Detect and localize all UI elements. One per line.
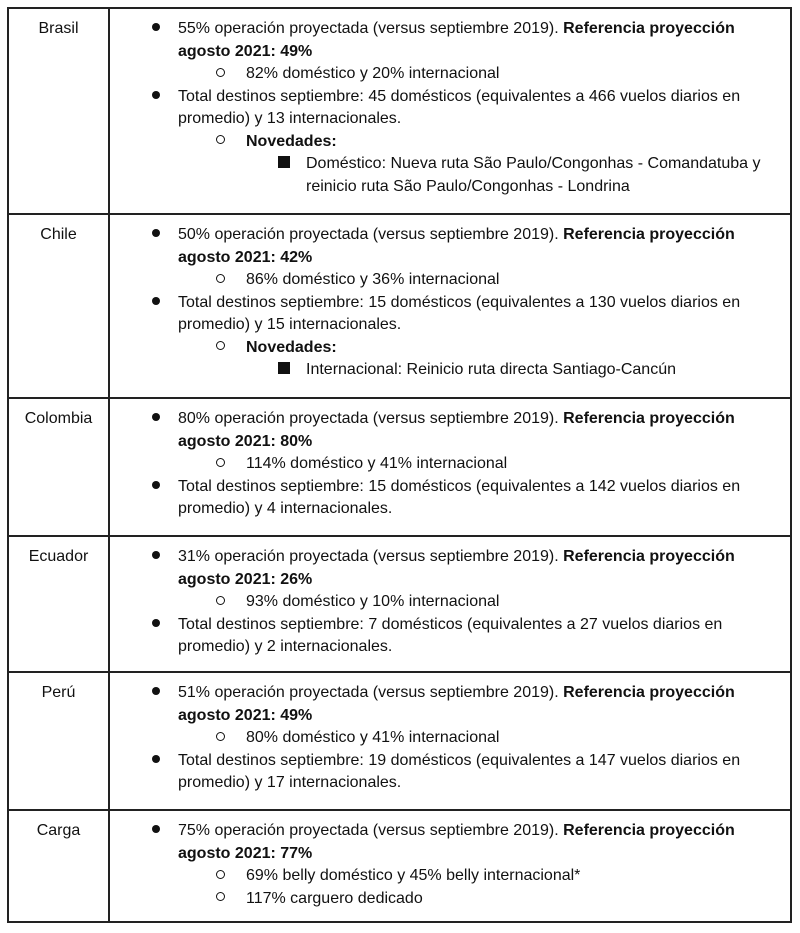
- list-item: 80% doméstico y 41% internacional: [110, 727, 780, 750]
- list-item: Total destinos septiembre: 15 domésticos (equivalentes a 130 vuelos diarios en promedio) y 15 internacionales.: [110, 292, 780, 337]
- list-item: Doméstico: Nueva ruta São Paulo/Congonhas - Comandatuba y reinicio ruta São Paulo/Congonhas - Londrina: [110, 153, 780, 198]
- reference-projection: Referencia proyección agosto 2021: 26%: [178, 548, 735, 588]
- circle-bullet-icon: [210, 453, 230, 476]
- content-cell: [109, 214, 791, 398]
- bullet-icon: [146, 18, 166, 41]
- list-item: 114% doméstico y 41% internacional: [110, 453, 780, 476]
- bullet-icon: [146, 546, 166, 569]
- square-bullet-icon: [274, 153, 294, 176]
- reference-projection: Referencia proyección agosto 2021: 80%: [178, 410, 735, 450]
- list-item: Total destinos septiembre: 15 domésticos (equivalentes a 142 vuelos diarios en promedio) y 4 internacionales.: [110, 476, 780, 521]
- list-item: 86% doméstico y 36% internacional: [110, 269, 780, 292]
- bullet-icon: [146, 682, 166, 705]
- circle-bullet-icon: [210, 63, 230, 86]
- square-bullet-icon: [274, 359, 294, 382]
- list-item: 55% operación proyectada (versus septiembre 2019). Referencia proyección agosto 2021: 49%: [110, 18, 780, 63]
- country-cell: Carga: [8, 810, 109, 922]
- bullet-icon: [146, 86, 166, 109]
- operations-table: [7, 7, 792, 923]
- circle-bullet-icon: [210, 131, 230, 154]
- list-item: Novedades:: [110, 337, 780, 360]
- country-cell: Ecuador: [8, 536, 109, 672]
- table-row: [8, 214, 791, 398]
- circle-bullet-icon: [210, 591, 230, 614]
- content-cell: [109, 398, 791, 536]
- reference-projection: Referencia proyección agosto 2021: 77%: [178, 822, 735, 862]
- list-item: 31% operación proyectada (versus septiembre 2019). Referencia proyección agosto 2021: 26%: [110, 546, 780, 591]
- list-item: Total destinos septiembre: 45 domésticos (equivalentes a 466 vuelos diarios en promedio) y 13 internacionales.: [110, 86, 780, 131]
- reference-projection: Referencia proyección agosto 2021: 42%: [178, 226, 735, 266]
- list-item: 82% doméstico y 20% internacional: [110, 63, 780, 86]
- bullet-icon: [146, 750, 166, 773]
- country-cell: Brasil: [8, 8, 109, 214]
- country-cell: Chile: [8, 214, 109, 398]
- list-item: 50% operación proyectada (versus septiembre 2019). Referencia proyección agosto 2021: 42%: [110, 224, 780, 269]
- content-cell: [109, 672, 791, 810]
- list-item: Total destinos septiembre: 7 domésticos (equivalentes a 27 vuelos diarios en promedio) y 2 internacionales.: [110, 614, 780, 659]
- circle-bullet-icon: [210, 865, 230, 888]
- table-row: [8, 398, 791, 536]
- bullet-icon: [146, 614, 166, 637]
- bullet-icon: [146, 224, 166, 247]
- list-item: 51% operación proyectada (versus septiembre 2019). Referencia proyección agosto 2021: 49%: [110, 682, 780, 727]
- reference-projection: Referencia proyección agosto 2021: 49%: [178, 20, 735, 60]
- reference-projection: Referencia proyección agosto 2021: 49%: [178, 684, 735, 724]
- bullet-icon: [146, 292, 166, 315]
- content-cell: [109, 8, 791, 214]
- list-item: 69% belly doméstico y 45% belly internacional*: [110, 865, 780, 888]
- table-row: [8, 536, 791, 672]
- bullet-icon: [146, 820, 166, 843]
- circle-bullet-icon: [210, 269, 230, 292]
- list-item: 117% carguero dedicado: [110, 888, 780, 911]
- bullet-icon: [146, 408, 166, 431]
- circle-bullet-icon: [210, 727, 230, 750]
- list-item: 75% operación proyectada (versus septiembre 2019). Referencia proyección agosto 2021: 77%: [110, 820, 780, 865]
- content-cell: [109, 536, 791, 672]
- bullet-icon: [146, 476, 166, 499]
- table-row: [8, 672, 791, 810]
- list-item: 93% doméstico y 10% internacional: [110, 591, 780, 614]
- list-item: 80% operación proyectada (versus septiembre 2019). Referencia proyección agosto 2021: 80%: [110, 408, 780, 453]
- list-item: Novedades:: [110, 131, 780, 154]
- list-item: Internacional: Reinicio ruta directa Santiago-Cancún: [110, 359, 780, 382]
- circle-bullet-icon: [210, 888, 230, 911]
- circle-bullet-icon: [210, 337, 230, 360]
- table-row: [8, 810, 791, 922]
- table-row: [8, 8, 791, 214]
- country-cell: Perú: [8, 672, 109, 810]
- content-cell: [109, 810, 791, 922]
- list-item: Total destinos septiembre: 19 domésticos (equivalentes a 147 vuelos diarios en promedio) y 17 internacionales.: [110, 750, 780, 795]
- country-cell: Colombia: [8, 398, 109, 536]
